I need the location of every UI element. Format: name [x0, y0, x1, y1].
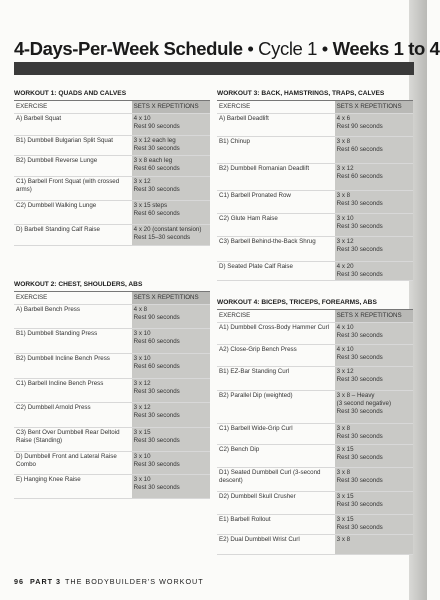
rest-value: Rest 60 seconds: [133, 363, 180, 370]
exercise-name: C2) Glute Ham Raise: [219, 215, 278, 222]
table-row: [217, 323, 413, 345]
sets-cell: [335, 137, 413, 164]
table-header-row: [217, 101, 413, 114]
rest-value: Rest 60 seconds: [336, 146, 383, 153]
rest-value: Rest 30 seconds: [336, 408, 383, 415]
table-row: [14, 475, 210, 499]
sets-reps-value: 4 x 10: [336, 324, 354, 331]
rest-value: Rest 30 seconds: [133, 437, 180, 444]
workout-4-block: [217, 297, 413, 555]
sets-cell: [335, 164, 413, 191]
exercise-name: B2) Dumbbell Reverse Lunge: [16, 157, 98, 164]
exercise-name: C1) Barbell Incline Bench Press: [16, 380, 104, 387]
table-row: [14, 177, 210, 201]
sets-cell: [335, 237, 413, 262]
table-row: [14, 305, 210, 329]
sets-reps-value: 3 x 12: [133, 404, 151, 411]
sets-cell: [132, 428, 210, 452]
sets-cell: [335, 424, 413, 445]
title-schedule: 4-Days-Per-Week Schedule: [14, 38, 243, 59]
exercise-name: B1) Chinup: [219, 138, 250, 145]
table-row: [14, 156, 210, 177]
exercise-name: C1) Barbell Wide-Grip Curl: [219, 425, 293, 432]
table-row: [217, 114, 413, 137]
sets-reps-value: 3 x 8: [336, 536, 351, 543]
table-header-row: [217, 310, 413, 323]
sets-reps-value: 3 x 10: [133, 476, 151, 483]
rest-value: Rest 30 seconds: [133, 461, 180, 468]
sets-cell: [132, 329, 210, 354]
exercise-name: B1) EZ-Bar Standing Curl: [219, 368, 290, 375]
rest-value: Rest 30 seconds: [336, 433, 383, 440]
workout-title: WORKOUT 1: QUADS AND CALVES: [14, 88, 210, 101]
table-row: [217, 345, 413, 367]
table-row: [217, 391, 413, 424]
rest-value: Rest 60 seconds: [336, 173, 383, 180]
sets-reps-value: 3 x 8 – Heavy: [336, 392, 375, 399]
sets-reps-value: 4 x 8: [133, 306, 148, 313]
rest-value: Rest 90 seconds: [133, 314, 180, 321]
sets-cell: [132, 136, 210, 156]
sets-cell: [132, 452, 210, 475]
sets-cell: [132, 354, 210, 379]
footer-part: PART 3: [30, 577, 62, 586]
exercise-table: [217, 310, 413, 555]
table-row: [14, 403, 210, 428]
rest-value: Rest 30 seconds: [336, 200, 383, 207]
exercise-name: A2) Close-Grip Bench Press: [219, 346, 297, 353]
table-row: [217, 262, 413, 281]
rest-value: Rest 30 seconds: [336, 246, 383, 253]
sets-reps-value: 3 x 15: [336, 516, 354, 523]
rest-value: Rest 30 seconds: [133, 145, 180, 152]
sets-cell: [335, 468, 413, 492]
exercise-column-header: EXERCISE: [219, 312, 251, 319]
sets-reps-value: 3 x 8 each leg: [133, 157, 173, 164]
exercise-name: B2) Parallel Dip (weighted): [219, 392, 293, 399]
sets-reps-value: 3 x 8: [336, 469, 351, 476]
table-row: [14, 225, 210, 246]
exercise-table: [14, 292, 210, 499]
sets-cell: [335, 262, 413, 281]
sets-reps-value: 3 x 8: [336, 192, 351, 199]
table-row: [14, 114, 210, 136]
sets-cell: [132, 403, 210, 428]
sets-reps-value: 4 x 20 (constant tension): [133, 226, 202, 233]
table-row: [217, 445, 413, 468]
title-sep: •: [242, 38, 259, 59]
exercise-column-header: EXERCISE: [16, 294, 48, 301]
rest-value: Rest 30 seconds: [336, 271, 383, 278]
exercise-name: C3) Bent Over Dumbbell Rear Deltoid Raise (Standing): [16, 429, 120, 444]
workout-1-block: [14, 88, 210, 246]
table-row: [14, 379, 210, 403]
rest-value: Rest 90 seconds: [133, 123, 180, 130]
exercise-name: C2) Bench Dip: [219, 446, 260, 453]
sets-reps-value: 3 x 8: [336, 425, 351, 432]
sets-cell: [132, 475, 210, 499]
exercise-table: [217, 101, 413, 281]
sets-reps-value: 4 x 10: [133, 115, 151, 122]
sets-reps-value: 3 x 12 each leg: [133, 137, 176, 144]
rest-value: (3 second negative): [336, 400, 392, 407]
rest-value: Rest 30 seconds: [336, 524, 383, 531]
sets-reps-value: 3 x 15 steps: [133, 202, 168, 209]
sets-reps-value: 3 x 15: [133, 429, 151, 436]
sets-cell: [335, 191, 413, 214]
exercise-name: D2) Dumbbell Skull Crusher: [219, 493, 296, 500]
sets-cell: [335, 515, 413, 535]
table-header-row: [14, 292, 210, 305]
exercise-name: C1) Barbell Front Squat (with crossed arms): [16, 178, 120, 193]
footer-section: THE BODYBUILDER'S WORKOUT: [65, 577, 204, 586]
workout-3-block: [217, 88, 413, 281]
rest-value: Rest 30 seconds: [133, 412, 180, 419]
table-row: [217, 164, 413, 191]
sets-reps-value: 3 x 10: [133, 355, 151, 362]
sets-column-header: SETS X REPETITIONS: [335, 310, 413, 323]
sets-column-header: SETS X REPETITIONS: [335, 101, 413, 114]
exercise-name: E2) Dual Dumbbell Wrist Curl: [219, 536, 300, 543]
exercise-name: D) Barbell Standing Calf Raise: [16, 226, 100, 233]
exercise-name: B2) Dumbbell Incline Bench Press: [16, 355, 110, 362]
exercise-name: C2) Dumbbell Arnold Press: [16, 404, 91, 411]
exercise-name: E) Hanging Knee Raise: [16, 476, 81, 483]
sets-cell: [132, 379, 210, 403]
sets-cell: [335, 391, 413, 424]
sets-reps-value: 3 x 10: [336, 215, 354, 222]
table-row: [217, 515, 413, 535]
exercise-name: A) Barbell Squat: [16, 115, 62, 122]
title-weeks: Weeks 1 to 4: [332, 38, 440, 59]
workout-2-block: [14, 279, 210, 499]
rest-value: Rest 30 seconds: [133, 484, 180, 491]
sets-cell: [132, 156, 210, 177]
table-row: [217, 468, 413, 492]
sets-cell: [335, 323, 413, 345]
sets-reps-value: 3 x 12: [336, 165, 354, 172]
sets-reps-value: 3 x 15: [336, 493, 354, 500]
workout-title: WORKOUT 3: BACK, HAMSTRINGS, TRAPS, CALVES: [217, 88, 413, 101]
exercise-name: A) Barbell Deadlift: [219, 115, 269, 122]
rest-value: Rest 60 seconds: [133, 338, 180, 345]
rest-value: Rest 90 seconds: [336, 123, 383, 130]
exercise-name: D) Dumbbell Front and Lateral Raise Combo: [16, 453, 117, 468]
exercise-name: C3) Barbell Behind-the-Back Shrug: [219, 238, 316, 245]
rest-value: Rest 60 seconds: [133, 210, 180, 217]
table-row: [217, 535, 413, 555]
sets-column-header: SETS X REPETITIONS: [132, 101, 210, 114]
sets-reps-value: 3 x 10: [133, 453, 151, 460]
sets-cell: [335, 535, 413, 555]
table-header-row: [14, 101, 210, 114]
exercise-name: E1) Barbell Rollout: [219, 516, 271, 523]
table-row: [217, 191, 413, 214]
sets-cell: [132, 201, 210, 225]
sets-reps-value: 3 x 8: [336, 138, 351, 145]
sets-reps-value: 4 x 10: [336, 346, 354, 353]
workout-title: WORKOUT 2: CHEST, SHOULDERS, ABS: [14, 279, 210, 292]
table-row: [14, 354, 210, 379]
page-footer: [14, 577, 204, 586]
sets-reps-value: 3 x 12: [133, 380, 151, 387]
rest-value: Rest 30 seconds: [336, 454, 383, 461]
table-row: [217, 492, 413, 515]
table-row: [217, 424, 413, 445]
sets-cell: [335, 345, 413, 367]
rest-value: Rest 30 seconds: [336, 223, 383, 230]
table-row: [217, 237, 413, 262]
table-row: [217, 214, 413, 237]
title-rule-bar: [14, 62, 414, 75]
table-row: [14, 136, 210, 156]
sets-reps-value: 4 x 20: [336, 263, 354, 270]
sets-reps-value: 3 x 12: [336, 368, 354, 375]
exercise-name: B1) Dumbbell Bulgarian Split Squat: [16, 137, 113, 144]
page-number: 96: [14, 577, 24, 586]
exercise-name: B2) Dumbbell Romanian Deadlift: [219, 165, 310, 172]
rest-value: Rest 30 seconds: [133, 388, 180, 395]
rest-value: Rest 30 seconds: [336, 477, 383, 484]
table-row: [14, 428, 210, 452]
rest-value: Rest 30 seconds: [336, 354, 383, 361]
exercise-name: D) Seated Plate Calf Raise: [219, 263, 293, 270]
sets-cell: [335, 367, 413, 391]
sets-cell: [132, 225, 210, 246]
exercise-table: [14, 101, 210, 246]
table-row: [217, 137, 413, 164]
sets-cell: [335, 214, 413, 237]
workout-title: WORKOUT 4: BICEPS, TRICEPS, FOREARMS, ABS: [217, 297, 413, 310]
sets-reps-value: 3 x 12: [133, 178, 151, 185]
exercise-name: D1) Seated Dumbbell Curl (3-second descent): [219, 469, 321, 484]
sets-reps-value: 4 x 6: [336, 115, 351, 122]
table-row: [14, 329, 210, 354]
exercise-name: A1) Dumbbell Cross-Body Hammer Curl: [219, 324, 330, 331]
sets-reps-value: 3 x 12: [336, 238, 354, 245]
rest-value: Rest 15–30 seconds: [133, 234, 191, 241]
sets-cell: [335, 114, 413, 137]
rest-value: Rest 30 seconds: [133, 186, 180, 193]
table-row: [14, 201, 210, 225]
sets-cell: [335, 445, 413, 468]
exercise-column-header: EXERCISE: [219, 103, 251, 110]
sets-cell: [132, 114, 210, 136]
page-title: [14, 38, 440, 60]
exercise-name: C2) Dumbbell Walking Lunge: [16, 202, 97, 209]
exercise-name: C1) Barbell Pronated Row: [219, 192, 291, 199]
sets-cell: [132, 177, 210, 201]
rest-value: Rest 30 seconds: [336, 332, 383, 339]
sets-cell: [335, 492, 413, 515]
sets-column-header: SETS X REPETITIONS: [132, 292, 210, 305]
title-cycle: Cycle 1: [258, 38, 318, 59]
rest-value: Rest 30 seconds: [336, 376, 383, 383]
exercise-name: A) Barbell Bench Press: [16, 306, 80, 313]
rest-value: Rest 60 seconds: [133, 165, 180, 172]
sets-cell: [132, 305, 210, 329]
sets-reps-value: 3 x 15: [336, 446, 354, 453]
title-sep: •: [317, 38, 333, 59]
table-row: [217, 367, 413, 391]
rest-value: Rest 30 seconds: [336, 501, 383, 508]
table-row: [14, 452, 210, 475]
sets-reps-value: 3 x 10: [133, 330, 151, 337]
exercise-name: B1) Dumbbell Standing Press: [16, 330, 98, 337]
exercise-column-header: EXERCISE: [16, 103, 48, 110]
